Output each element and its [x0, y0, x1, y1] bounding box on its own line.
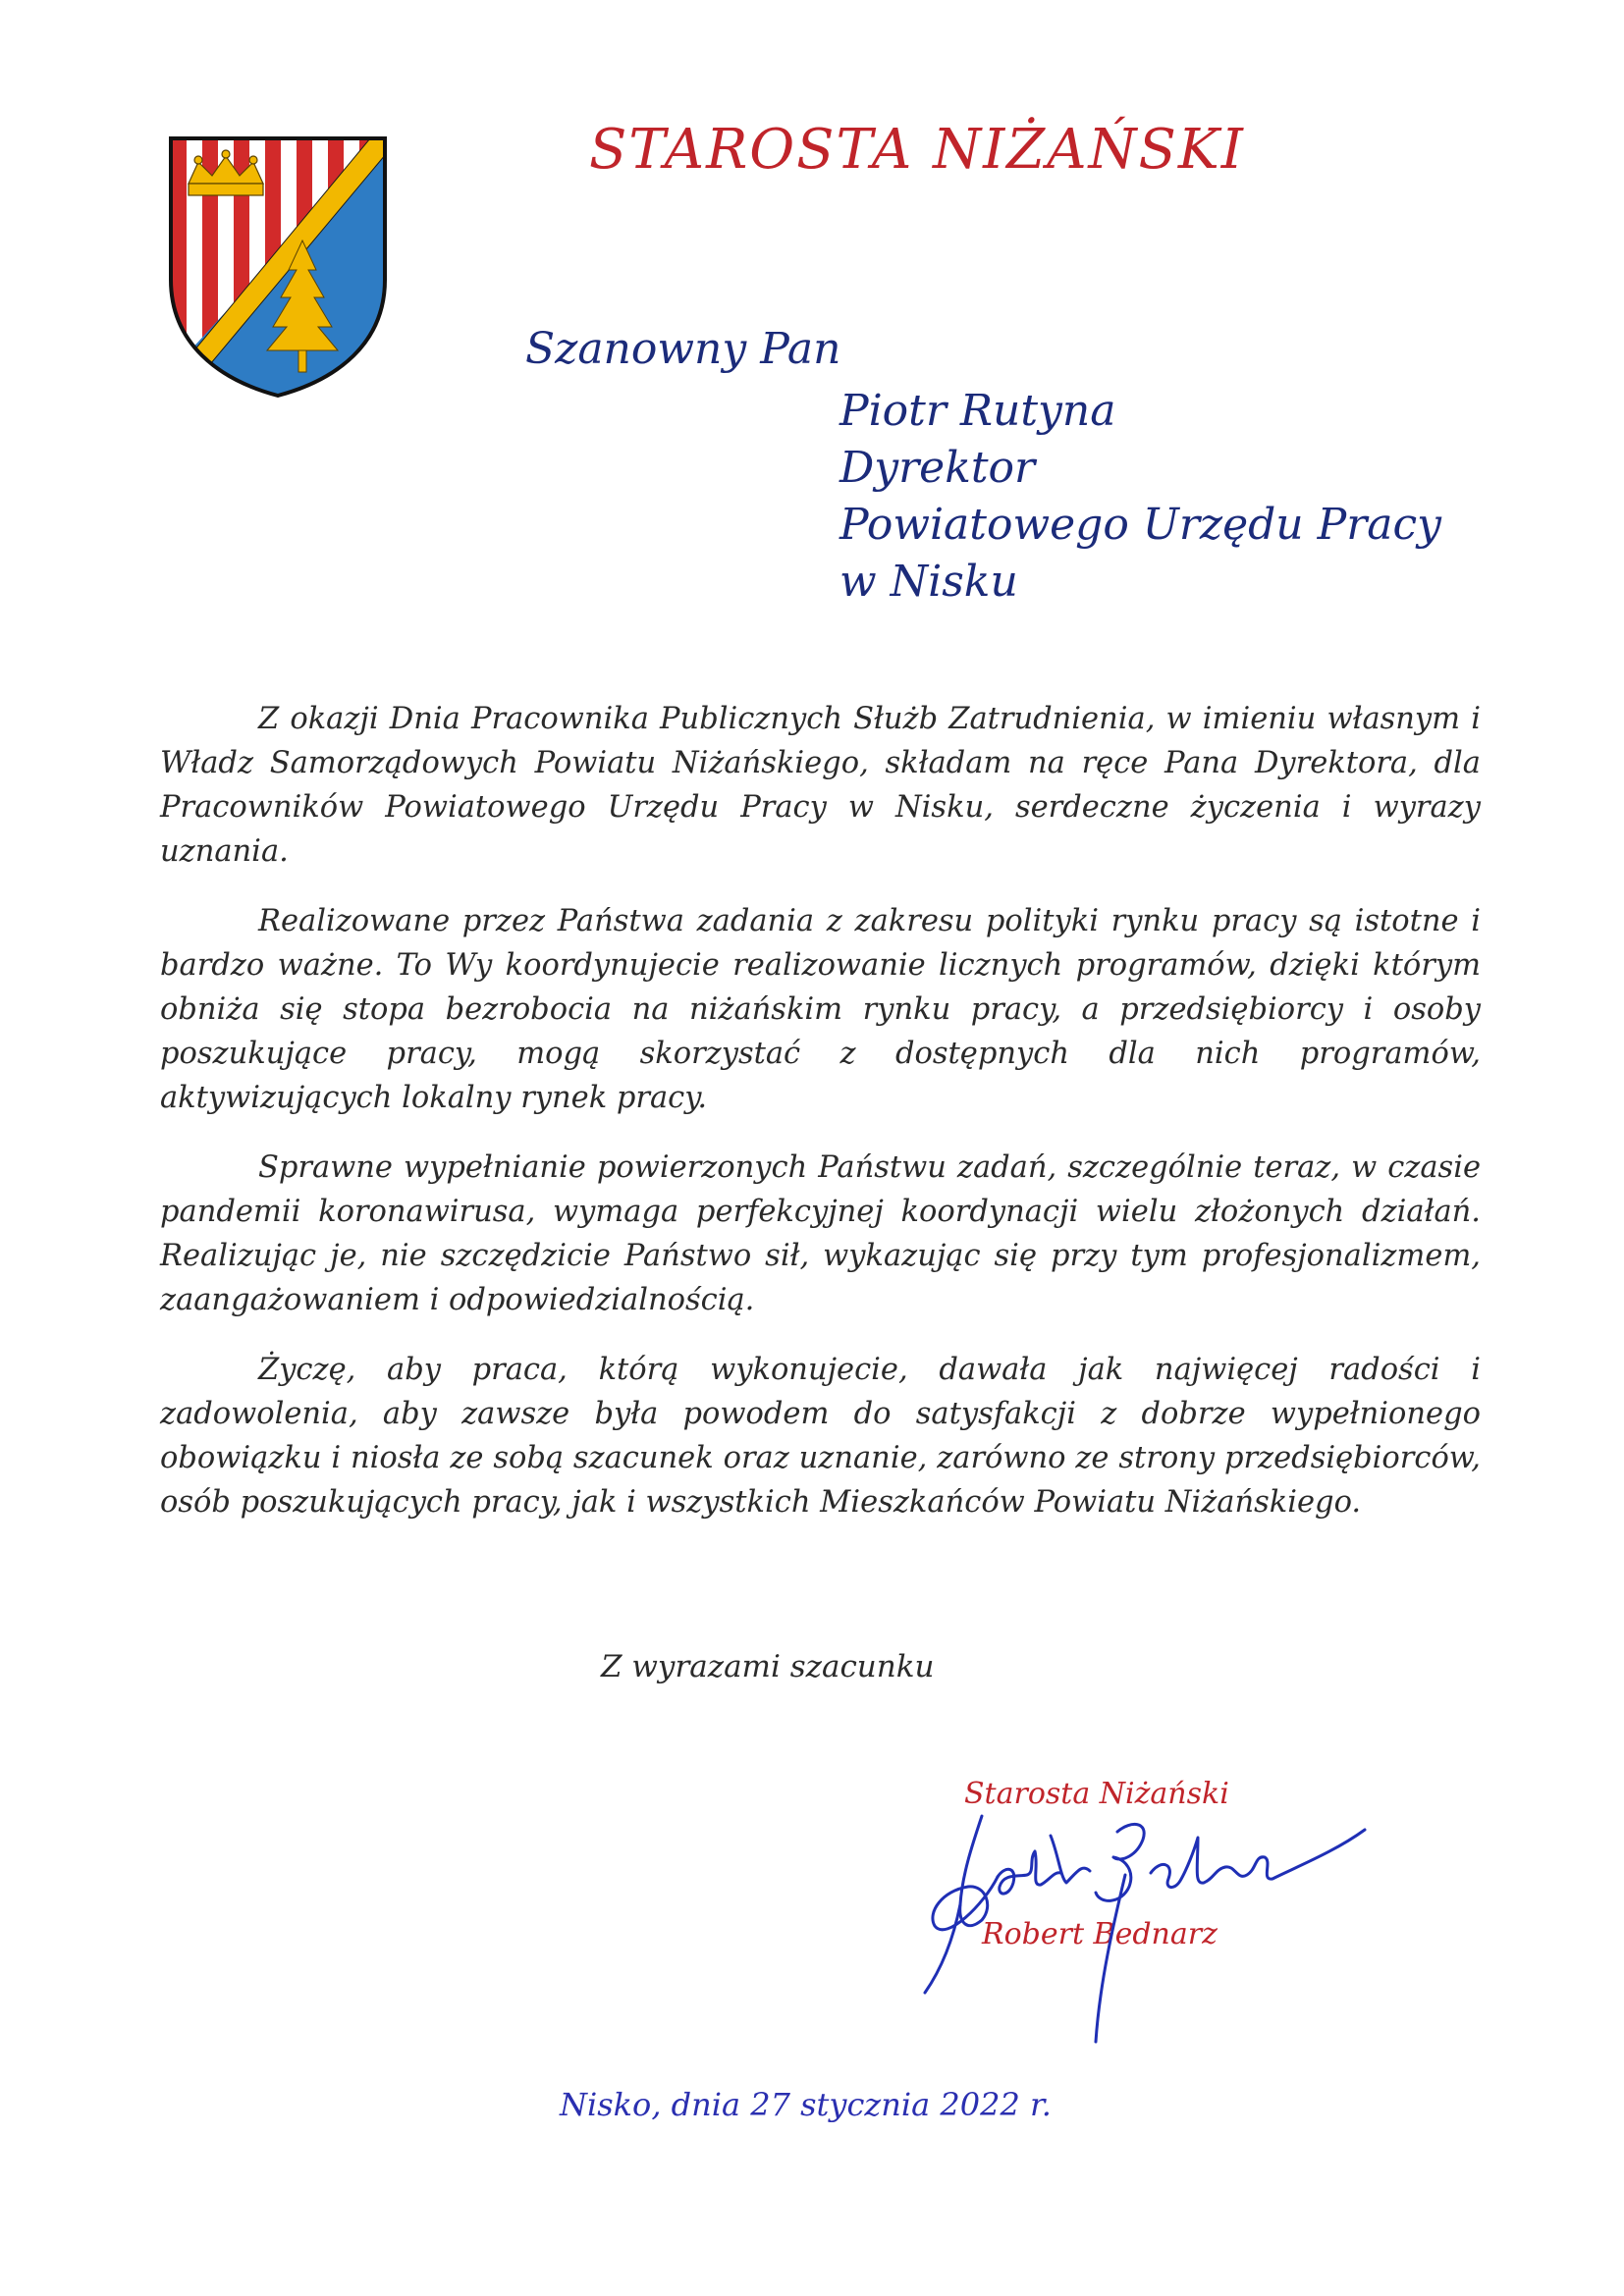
signature-role: Starosta Niżański [964, 1777, 1229, 1811]
letter-body [160, 697, 1481, 1550]
salutation: Szanowny Pan [525, 324, 841, 374]
handwritten-signature [903, 1757, 1414, 2052]
recipient-name: Piotr Rutyna [839, 386, 1116, 436]
body-paragraph: Z okazji Dnia Pracownika Publicznych Służb Zatrudnienia, w imieniu własnym i Władz Samorządowych Powiatu Niżańskiego, składam na ręce Pana Dyrektora, dla Pracowników Powiatowego Urzędu Pracy w Nisku, serdeczne życzenia i wyrazy uznania. [160, 702, 1481, 869]
signature-block [903, 1757, 1414, 2052]
body-paragraph: Realizowane przez Państwa zadania z zakresu polityki rynku pracy są istotne i bardzo ważne. To Wy koordynujecie realizowanie licznych programów, dzięki którym obniża się stopa bezrobocia na niżańskim rynku pracy, a przedsiębiorcy i osoby poszukujące pracy, mogą skorzystać z dostępnych dla nich programów, aktywizujących lokalny rynek pracy. [160, 904, 1481, 1115]
recipient-location: w Nisku [839, 557, 1018, 607]
body-paragraph: Sprawne wypełnianie powierzonych Państwu zadań, szczególnie teraz, w czasie pandemii koronawirusa, wymaga perfekcyjnej koordynacji wielu złożonych działań. Realizując je, nie szczędzicie Państwo sił, wykazując się przy tym profesjonalizmem, zaangażowaniem i odpowiedzialnością. [160, 1150, 1481, 1317]
recipient-block [839, 383, 1441, 611]
recipient-position: Dyrektor [839, 443, 1036, 493]
recipient-institution: Powiatowego Urzędu Pracy [839, 500, 1441, 550]
closing-formula: Z wyrazami szacunku [601, 1649, 935, 1684]
body-paragraph: Życzę, aby praca, którą wykonujecie, dawała jak najwięcej radości i zadowolenia, aby zawsze była powodem do satysfakcji z dobrze wypełnionego obowiązku i niosła ze sobą szacunek oraz uznanie, zarówno ze strony przedsiębiorców, osób poszukujących pracy, jak i wszystkich Mieszkańców Powiatu Niżańskiego. [160, 1353, 1481, 1520]
place-and-date: Nisko, dnia 27 stycznia 2022 r. [560, 2086, 1052, 2123]
header-title: STAROSTA NIŻAŃSKI [589, 118, 1245, 182]
coat-of-arms-icon [165, 133, 391, 400]
signature-name: Robert Bednarz [982, 1917, 1218, 1951]
